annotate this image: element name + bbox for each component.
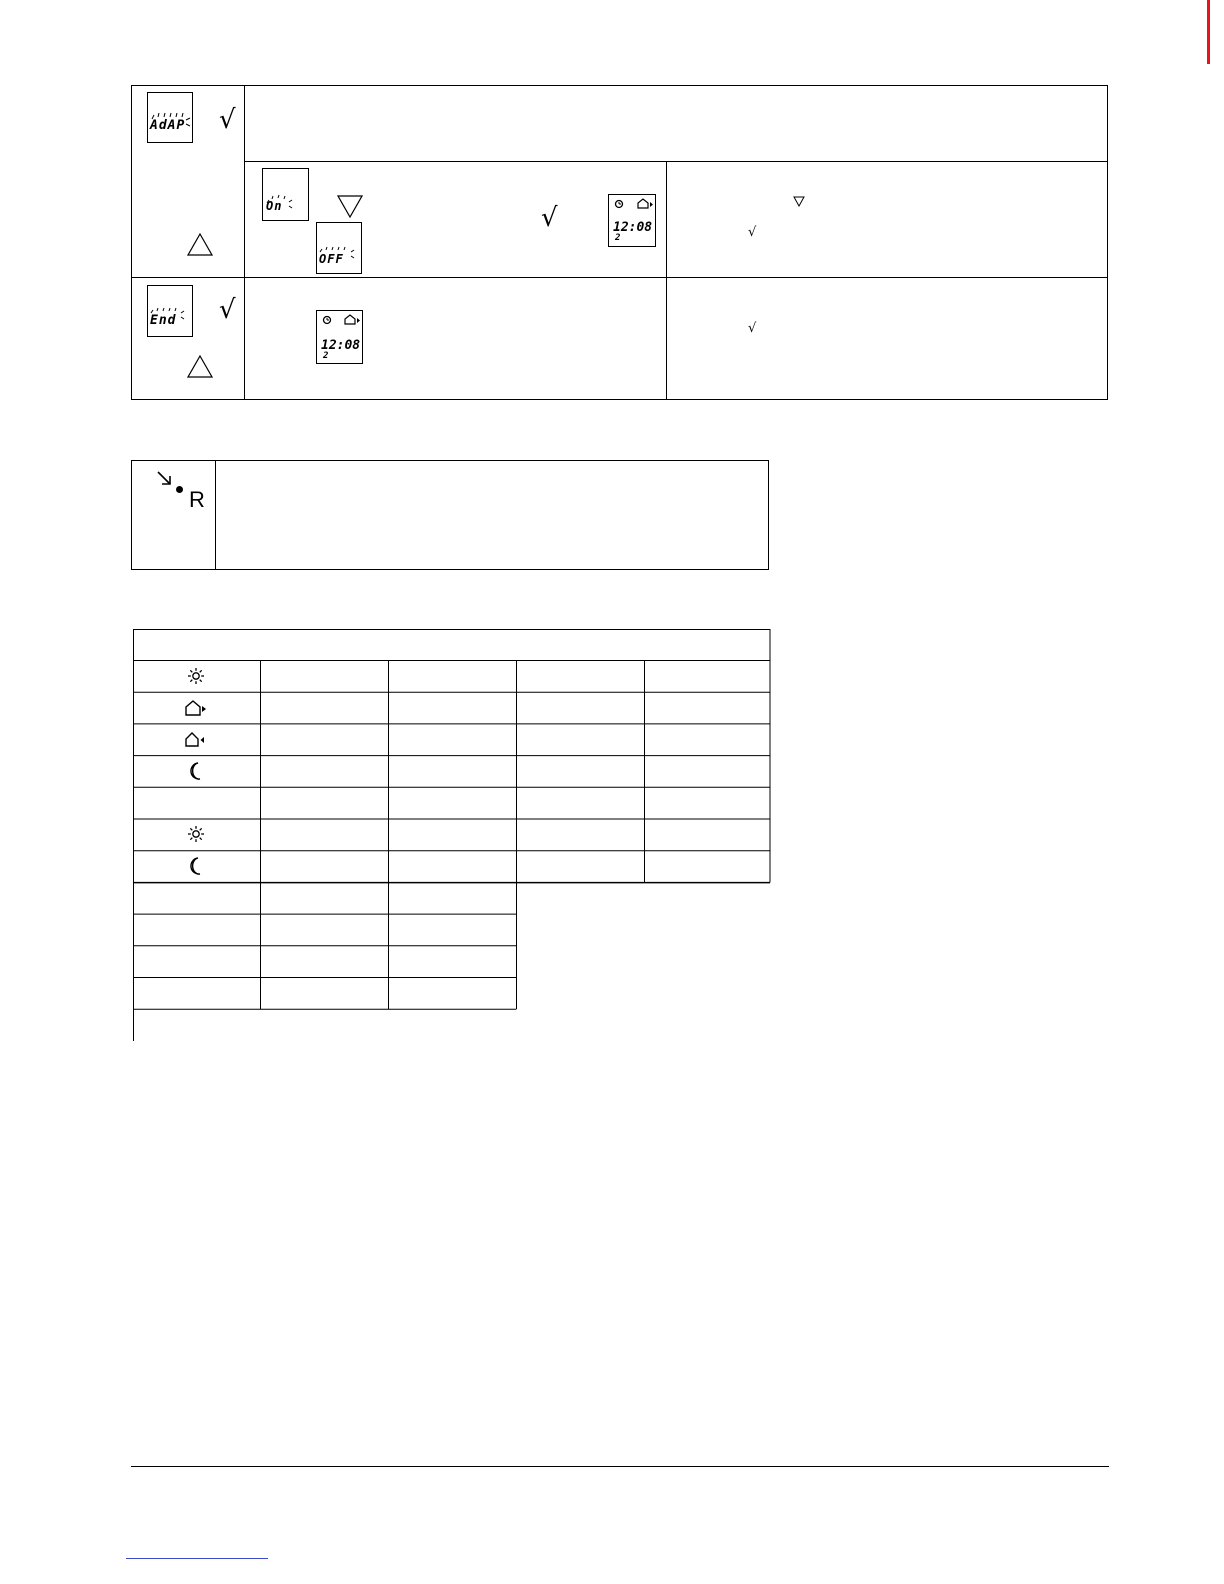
lcd-day-text: 2 — [323, 351, 330, 361]
lcd-time-text: 12:08 — [321, 338, 361, 353]
check-icon[interactable]: √ — [219, 295, 236, 325]
lcd-time-display — [608, 194, 656, 247]
moon-icon — [186, 856, 206, 876]
lcd-adap-display — [147, 92, 193, 143]
reset-button-dot[interactable] — [176, 486, 183, 493]
sun-icon — [186, 824, 206, 844]
check-icon[interactable]: √ — [748, 321, 757, 336]
triangle-down-icon[interactable] — [793, 196, 805, 207]
triangle-down-icon[interactable] — [337, 194, 363, 218]
press-arrow-icon — [155, 469, 175, 489]
check-icon[interactable]: √ — [219, 105, 236, 135]
check-icon[interactable]: √ — [748, 225, 757, 240]
house-arrow-left-icon — [184, 729, 208, 749]
lcd-end-text: End — [150, 313, 177, 328]
moon-icon — [186, 761, 206, 781]
footer-link-underline[interactable] — [126, 1558, 268, 1559]
house-arrow-right-icon — [184, 698, 208, 718]
lcd-day-text: 2 — [615, 233, 622, 243]
lcd-time-display — [316, 310, 363, 364]
lcd-on-display — [262, 168, 309, 221]
lcd-on-text: On — [266, 199, 283, 213]
lcd-end-display — [147, 285, 193, 337]
lcd-off-display — [316, 222, 362, 274]
reset-key-label: R — [189, 487, 205, 512]
lcd-off-text: OFF — [319, 252, 344, 266]
check-icon[interactable]: √ — [541, 203, 558, 233]
reset-table — [131, 460, 769, 570]
program-table — [133, 629, 771, 1041]
triangle-up-icon[interactable] — [187, 355, 213, 379]
page-edge-accent-bar — [1207, 0, 1210, 64]
footer-rule — [131, 1466, 1109, 1467]
lcd-time-text: 12:08 — [613, 220, 653, 235]
sun-icon — [186, 666, 206, 686]
triangle-up-icon[interactable] — [187, 233, 213, 257]
step-table — [131, 85, 1108, 400]
lcd-adap-text: AdAP — [150, 118, 186, 133]
